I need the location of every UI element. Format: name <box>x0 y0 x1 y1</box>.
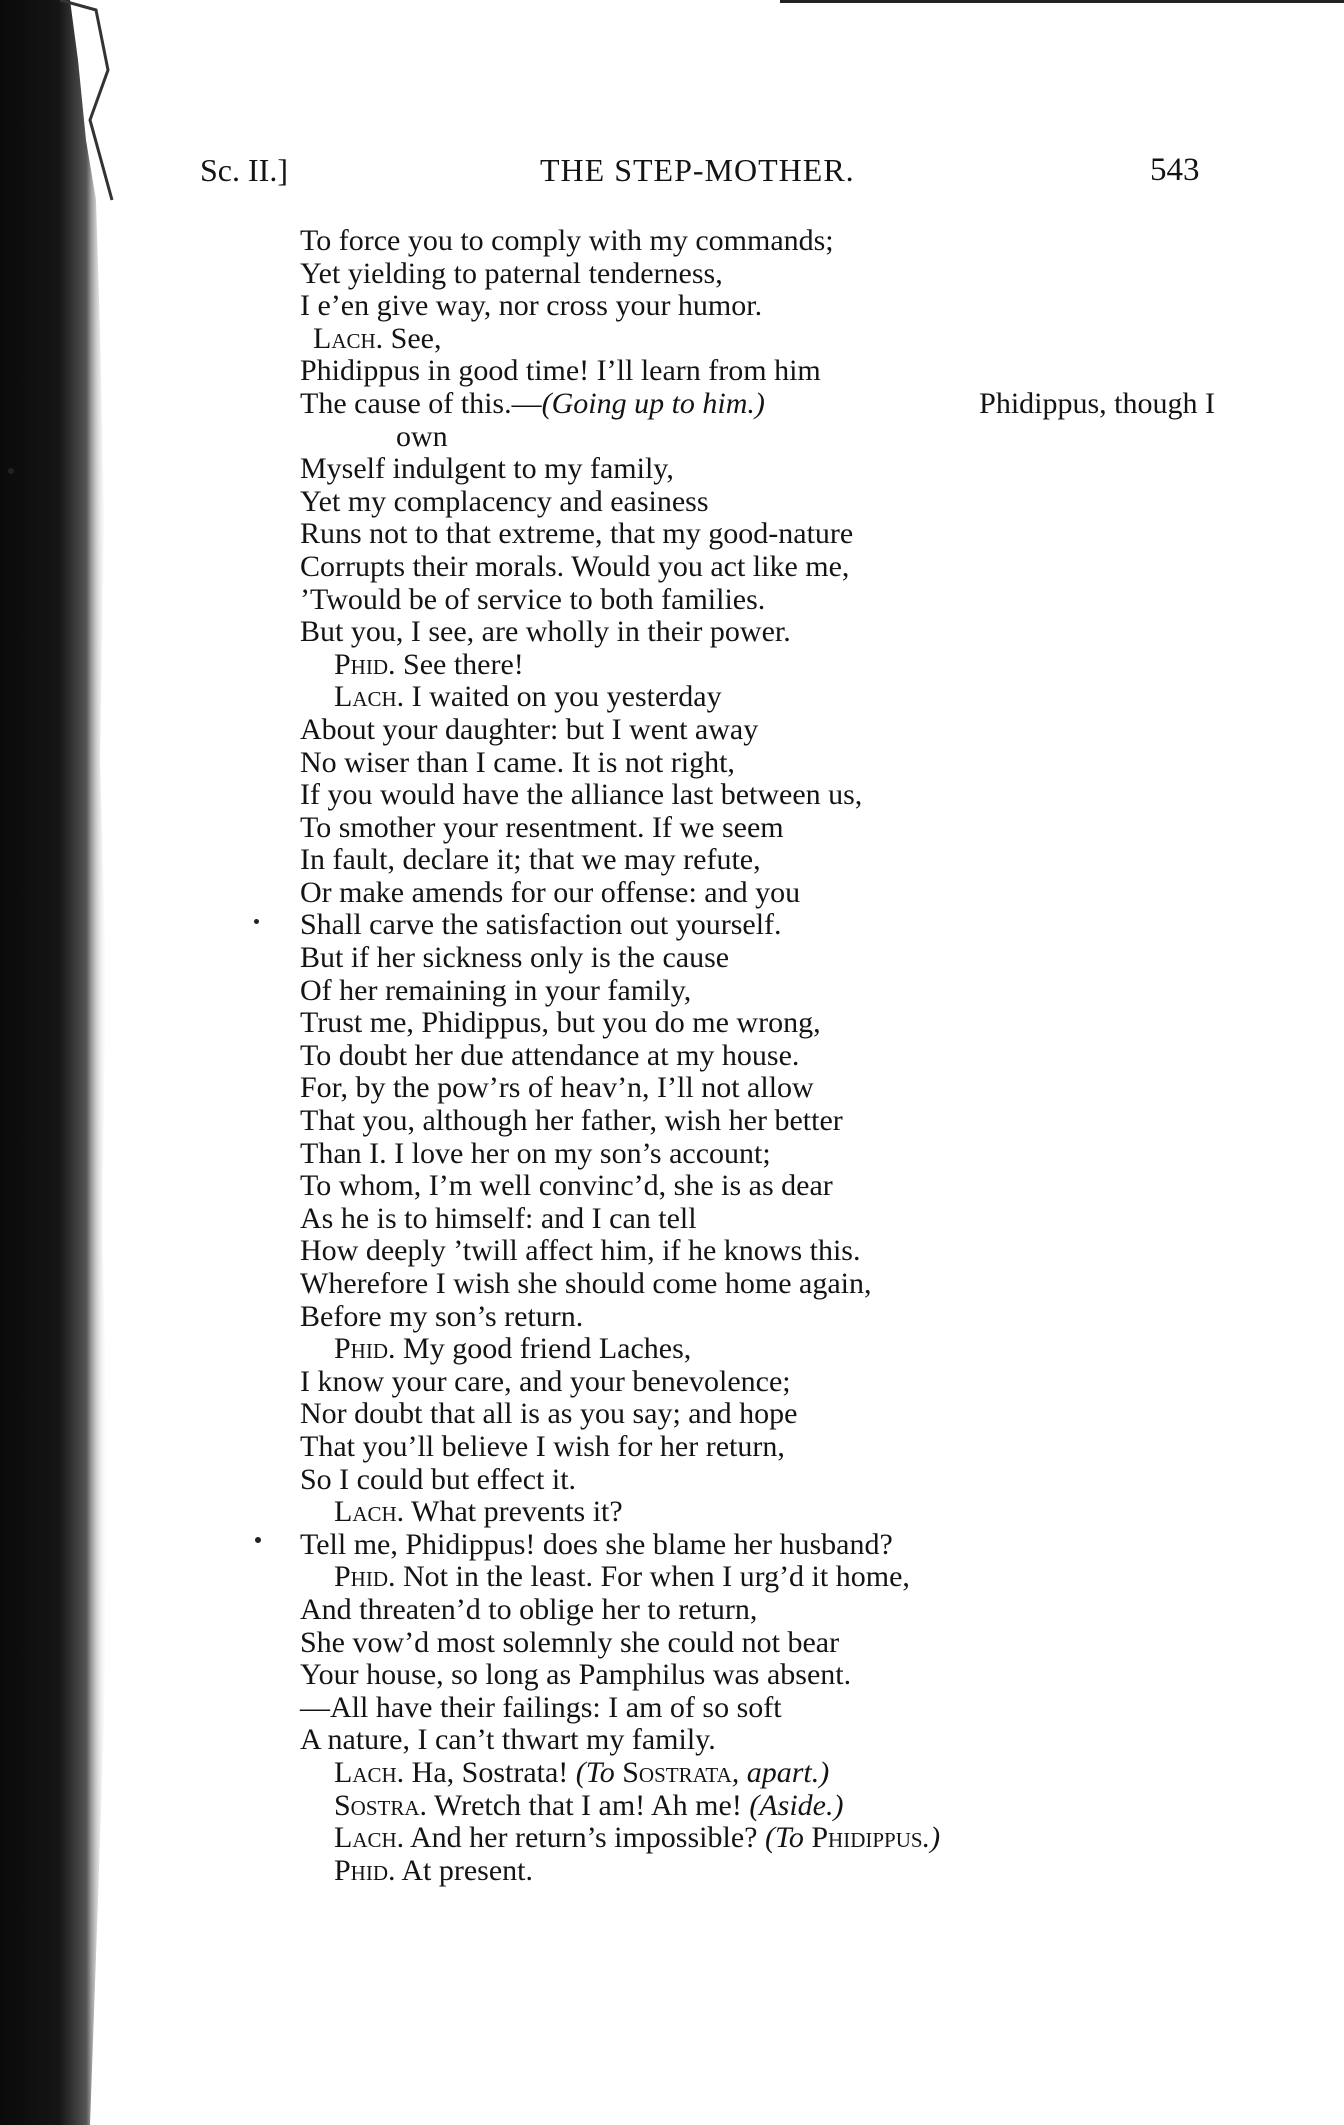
speaker-name: Lach. <box>334 1755 405 1789</box>
verse-line: Lach. And her return’s impossible? (To Phidippus.) <box>334 1821 941 1855</box>
verse-line: In fault, declare it; that we may refute, <box>300 843 761 877</box>
verse-line: That you’ll believe I wish for her return, <box>300 1429 785 1463</box>
verse-line: Phidippus in good time! I’ll learn from him <box>300 354 821 388</box>
verse-line: Phid. See there! <box>334 647 524 681</box>
verse-line: Phid. At present. <box>334 1853 533 1887</box>
book-spine-shadow <box>0 0 130 2125</box>
speaker-name: Phid. <box>334 647 396 681</box>
verse-line: As he is to himself: and I can tell <box>300 1201 697 1235</box>
verse-line: How deeply ’twill affect him, if he knows this. <box>300 1234 861 1268</box>
speaker-name: Lach. <box>334 680 405 714</box>
verse-line: To smother your resentment. If we seem <box>300 810 784 844</box>
verse-line: Yet my complacency and easiness <box>300 484 709 518</box>
verse-line: But you, I see, are wholly in their power. <box>300 615 791 649</box>
verse-line: A nature, I can’t thwart my family. <box>300 1723 716 1757</box>
verse-line: Yet yielding to paternal tenderness, <box>300 256 723 290</box>
verse-line: Or make amends for our offense: and you <box>300 875 801 909</box>
page-number: 543 <box>1150 152 1200 188</box>
speaker-name: Lach. <box>334 1495 405 1529</box>
verse-line: No wiser than I came. It is not right, <box>300 745 735 779</box>
verse-line: Of her remaining in your family, <box>300 973 692 1007</box>
verse-line: Lach. What prevents it? <box>334 1495 623 1529</box>
verse-line: That you, although her father, wish her better <box>300 1104 843 1138</box>
verse-line: Phid. Not in the least. For when I urg’d it home, <box>334 1560 910 1594</box>
verse-line: Nor doubt that all is as you say; and hope <box>300 1397 798 1431</box>
stage-direction: (Aside.) <box>749 1788 844 1822</box>
verse-line: Phid. My good friend Laches, <box>334 1332 692 1366</box>
verse-line: To force you to comply with my commands; <box>300 224 834 257</box>
speaker-name: Lach. <box>334 1821 405 1855</box>
verse-line: I know your care, and your benevolence; <box>300 1364 791 1398</box>
verse-line: To doubt her due attendance at my house. <box>300 1038 800 1072</box>
verse-line: Your house, so long as Pamphilus was absent. <box>300 1658 852 1692</box>
verse-line: To whom, I’m well convinc’d, she is as dear <box>300 1169 833 1203</box>
verse-text <box>300 225 1300 1887</box>
verse-line: Lach. See, <box>313 321 442 355</box>
stray-mark <box>8 468 14 474</box>
verse-line: If you would have the alliance last between us, <box>300 778 863 812</box>
speaker-name: Lach. <box>313 321 384 355</box>
top-rule <box>780 0 1344 3</box>
verse-line: Shall carve the satisfaction out yourself. <box>300 908 782 942</box>
verse-line: Before my son’s return. <box>300 1299 584 1333</box>
verse-line: ’Twould be of service to both families. <box>300 582 766 616</box>
running-header <box>0 152 1344 192</box>
verse-line: The cause of this.—(Going up to him.) Phidippus, though I <box>300 386 1215 420</box>
running-title: THE STEP-MOTHER. <box>540 152 855 188</box>
verse-line-continuation: own <box>396 419 448 453</box>
stage-direction: (Going up to him.) <box>541 386 765 420</box>
verse-line: Trust me, Phidippus, but you do me wrong, <box>300 1006 821 1040</box>
scene-label: Sc. II.] <box>200 152 288 188</box>
verse-line: Runs not to that extreme, that my good-nature <box>300 517 854 551</box>
stage-direction: (To Sostrata, apart.) <box>575 1755 830 1789</box>
speaker-name: Phid. <box>334 1853 396 1887</box>
verse-line: Wherefore I wish she should come home again, <box>300 1267 872 1300</box>
verse-line: So I could but effect it. <box>300 1462 577 1496</box>
speaker-name: Phid. <box>334 1560 396 1594</box>
verse-line: —All have their failings: I am of so soft <box>300 1690 782 1724</box>
verse-line: Lach. I waited on you yesterday <box>334 680 722 714</box>
verse-line: Corrupts their morals. Would you act like me, <box>300 549 850 583</box>
verse-line: Sostra. Wretch that I am! Ah me! (Aside.) <box>334 1788 844 1822</box>
verse-line: And threaten’d to oblige her to return, <box>300 1592 758 1626</box>
verse-line: Than I. I love her on my son’s account; <box>300 1136 771 1170</box>
verse-line: But if her sickness only is the cause <box>300 941 730 975</box>
speaker-name: Phid. <box>334 1332 396 1366</box>
verse-line: I e’en give way, nor cross your humor. <box>300 289 763 323</box>
stray-mark <box>255 1537 261 1543</box>
verse-line: Lach. Ha, Sostrata! (To Sostrata, apart.) <box>334 1755 830 1789</box>
verse-line: For, by the pow’rs of heav’n, I’ll not allow <box>300 1071 814 1105</box>
verse-line: Tell me, Phidippus! does she blame her husband? <box>300 1527 893 1561</box>
stray-mark <box>254 919 259 924</box>
verse-line: She vow’d most solemnly she could not bear <box>300 1625 840 1659</box>
stage-direction: (To Phidippus.) <box>764 1821 941 1855</box>
verse-line: Myself indulgent to my family, <box>300 452 674 486</box>
verse-line: About your daughter: but I went away <box>300 712 759 746</box>
speaker-name: Sostra. <box>334 1788 428 1822</box>
